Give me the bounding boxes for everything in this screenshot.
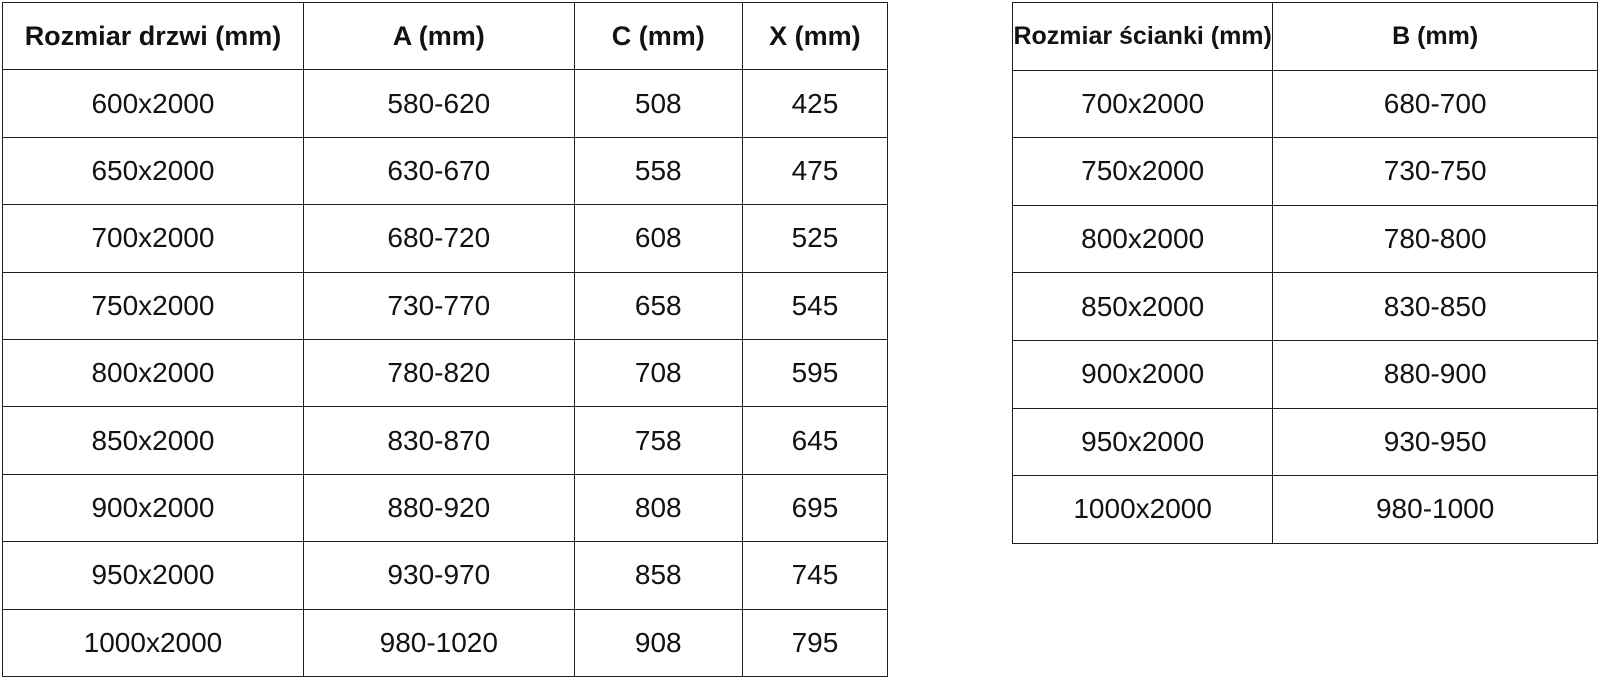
cell-b-range: 980-1000: [1273, 476, 1598, 544]
cell-a-range: 580-620: [303, 70, 574, 137]
cell-x-value: 595: [742, 339, 887, 406]
cell-x-value: 425: [742, 70, 887, 137]
table-row: [1013, 408, 1598, 476]
cell-wall-size: 750x2000: [1013, 138, 1273, 206]
cell-wall-size: 1000x2000: [1013, 476, 1273, 544]
cell-b-range: 830-850: [1273, 273, 1598, 341]
cell-door-size: 1000x2000: [3, 609, 304, 676]
table-row: [1013, 138, 1598, 206]
table-row: [1013, 476, 1598, 544]
cell-door-size: 800x2000: [3, 339, 304, 406]
cell-door-size: 950x2000: [3, 542, 304, 609]
cell-a-range: 980-1020: [303, 609, 574, 676]
table-row: [3, 609, 888, 676]
cell-door-size: 700x2000: [3, 205, 304, 272]
table-row: [1013, 70, 1598, 138]
cell-a-range: 730-770: [303, 272, 574, 339]
cell-c-value: 558: [574, 137, 742, 204]
door-header-x: X (mm): [742, 3, 887, 70]
table-row: [3, 542, 888, 609]
cell-c-value: 908: [574, 609, 742, 676]
door-header-c: C (mm): [574, 3, 742, 70]
cell-wall-size: 950x2000: [1013, 408, 1273, 476]
wall-sizes-table: [1012, 2, 1598, 544]
cell-x-value: 695: [742, 474, 887, 541]
table-row: [3, 474, 888, 541]
table-row: [1013, 340, 1598, 408]
cell-c-value: 608: [574, 205, 742, 272]
cell-door-size: 600x2000: [3, 70, 304, 137]
cell-x-value: 795: [742, 609, 887, 676]
door-header-a: A (mm): [303, 3, 574, 70]
door-sizes-table: [2, 2, 888, 677]
table-row: [3, 339, 888, 406]
door-table-header-row: [3, 3, 888, 70]
cell-door-size: 850x2000: [3, 407, 304, 474]
cell-c-value: 708: [574, 339, 742, 406]
cell-b-range: 880-900: [1273, 340, 1598, 408]
cell-b-range: 680-700: [1273, 70, 1598, 138]
cell-wall-size: 700x2000: [1013, 70, 1273, 138]
cell-a-range: 830-870: [303, 407, 574, 474]
table-row: [3, 272, 888, 339]
cell-a-range: 780-820: [303, 339, 574, 406]
cell-a-range: 930-970: [303, 542, 574, 609]
table-row: [3, 137, 888, 204]
cell-c-value: 858: [574, 542, 742, 609]
cell-c-value: 808: [574, 474, 742, 541]
cell-c-value: 758: [574, 407, 742, 474]
table-row: [1013, 273, 1598, 341]
table-row: [1013, 205, 1598, 273]
cell-x-value: 475: [742, 137, 887, 204]
cell-x-value: 645: [742, 407, 887, 474]
cell-door-size: 650x2000: [3, 137, 304, 204]
cell-c-value: 508: [574, 70, 742, 137]
table-row: [3, 70, 888, 137]
cell-b-range: 730-750: [1273, 138, 1598, 206]
cell-b-range: 930-950: [1273, 408, 1598, 476]
cell-x-value: 545: [742, 272, 887, 339]
cell-a-range: 630-670: [303, 137, 574, 204]
cell-x-value: 745: [742, 542, 887, 609]
cell-wall-size: 850x2000: [1013, 273, 1273, 341]
table-row: [3, 205, 888, 272]
table-row: [3, 407, 888, 474]
cell-a-range: 680-720: [303, 205, 574, 272]
cell-a-range: 880-920: [303, 474, 574, 541]
cell-wall-size: 900x2000: [1013, 340, 1273, 408]
wall-header-size: Rozmiar ścianki (mm): [1013, 3, 1273, 71]
cell-wall-size: 800x2000: [1013, 205, 1273, 273]
wall-table-header-row: [1013, 3, 1598, 71]
cell-x-value: 525: [742, 205, 887, 272]
cell-c-value: 658: [574, 272, 742, 339]
cell-door-size: 750x2000: [3, 272, 304, 339]
cell-door-size: 900x2000: [3, 474, 304, 541]
door-header-size: Rozmiar drzwi (mm): [3, 3, 304, 70]
cell-b-range: 780-800: [1273, 205, 1598, 273]
wall-header-b: B (mm): [1273, 3, 1598, 71]
